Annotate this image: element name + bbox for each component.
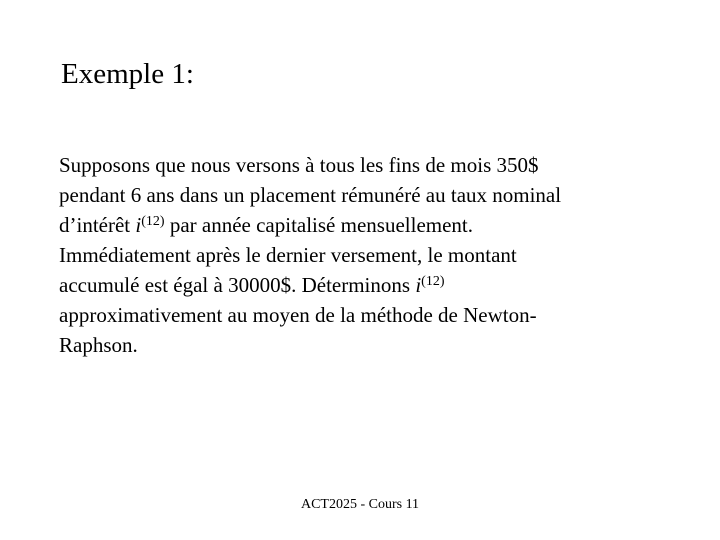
paragraph-line-5 bbox=[59, 270, 709, 300]
paragraph-line-7: Raphson. bbox=[59, 333, 138, 357]
paragraph-line-6: approximativement au moyen de la méthode de Newton- bbox=[59, 303, 537, 327]
example-paragraph bbox=[59, 150, 709, 360]
line-3-start: d’intérêt bbox=[59, 213, 136, 237]
paragraph-line-1: Supposons que nous versons à tous les fins de mois 350$ bbox=[59, 153, 539, 177]
line-5-start: accumulé est égal à 30000$. Déterminons bbox=[59, 273, 416, 297]
rate-superscript: (12) bbox=[421, 274, 445, 289]
paragraph-line-3 bbox=[59, 210, 709, 240]
paragraph-line-2: pendant 6 ans dans un placement rémunéré au taux nominal bbox=[59, 183, 562, 207]
paragraph-line-4: Immédiatement après le dernier versement, le montant bbox=[59, 243, 517, 267]
slide-title: Exemple 1: bbox=[61, 58, 194, 90]
rate-superscript: (12) bbox=[141, 214, 165, 229]
rate-variable: i bbox=[415, 273, 422, 297]
slide-footer: ACT2025 - Cours 11 bbox=[300, 497, 420, 512]
line-3-end: par année capitalisé mensuellement. bbox=[164, 213, 474, 237]
rate-variable: i bbox=[135, 213, 142, 237]
